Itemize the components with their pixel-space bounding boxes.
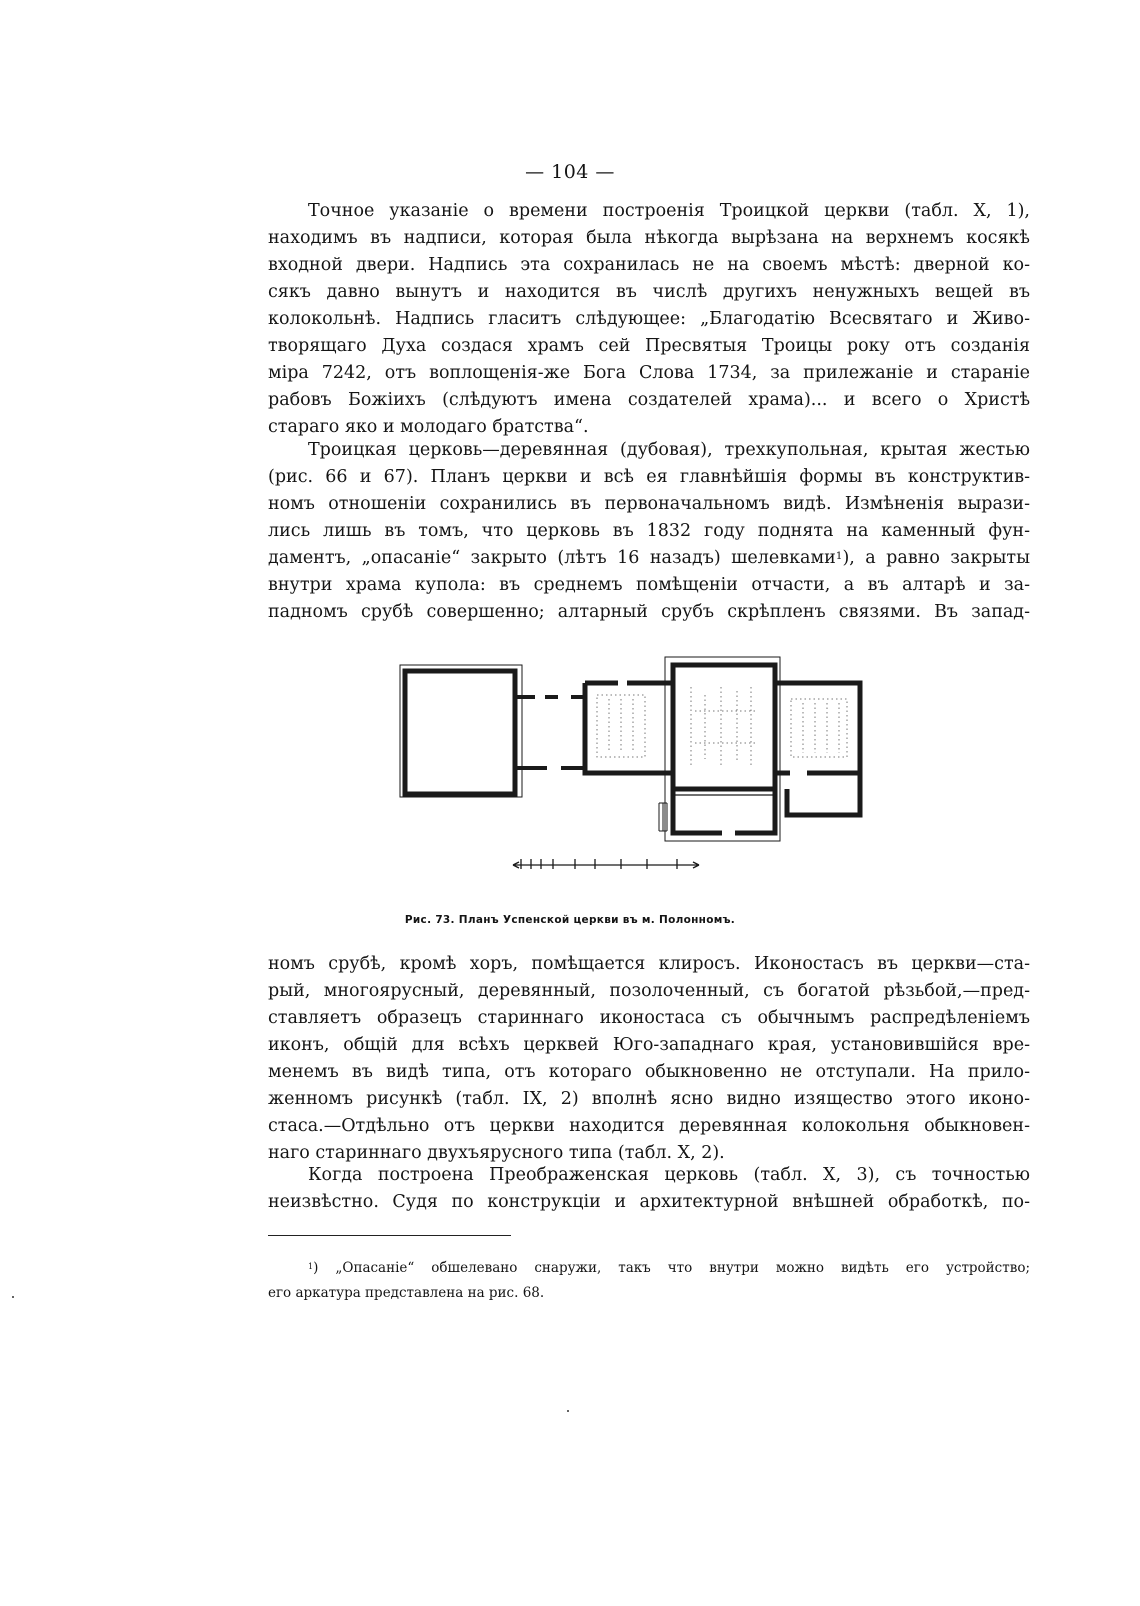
church-floor-plan-figure [395,655,890,905]
body-text-bottom [268,951,1030,1167]
text-line: творящаго Духа создася храмъ сей Пресвятыя Троицы року отъ созданія [268,336,1030,356]
text-line: (рис. 66 и 67). Планъ церкви и всѣ ея главнѣйшія формы въ конструктив- [268,467,1030,487]
body-text-middle [268,437,1030,626]
text-line: сякъ давно вынутъ и находится въ числѣ другихъ ненужныхъ вещей въ [268,282,1030,302]
footnote-text: ) „Опасаніе“ обшелевано снаружи, такъ что внутри можно видѣть его устройство; [313,1260,1030,1276]
scale-bar [513,859,699,869]
footnote-marker: 1 [308,1261,314,1271]
scan-speck [12,1296,14,1298]
footnote-line: его аркатура представлена на рис. 68. [268,1285,545,1301]
text-line: ставляетъ образецъ стариннаго иконостаса съ обычнымъ распредѣленіемъ [268,1008,1030,1028]
text-line: женномъ рисункѣ (табл. IX, 2) вполнѣ ясно видно изящество этого иконо- [268,1089,1030,1109]
text-line: колокольнѣ. Надпись гласитъ слѣдующее: „Благодатію Всесвятаго и Живо- [268,309,1030,329]
central-square [673,665,775,789]
text-line: стараго яко и молодаго братства“. [268,417,589,437]
footnote [268,1256,1030,1306]
text-line: рабовъ Божіихъ (слѣдуютъ имена создателей храма)... и всего о Христѣ [268,390,1030,410]
text-line: менемъ въ видѣ типа, отъ котораго обыкновенно не отступали. На прило- [268,1062,1030,1082]
text-line: неизвѣстно. Судя по конструкціи и архитектурной внѣшней обработкѣ, по- [268,1192,1030,1212]
footnote-separator [268,1235,511,1236]
text-line: Когда построена Преображенская церковь (табл. X, 3), съ точностью [308,1165,1030,1185]
text-line: находимъ въ надписи, которая была нѣкогда вырѣзана на верхнемъ косякѣ [268,228,1030,248]
text-fragment: ), а равно закрыты [842,548,1030,568]
text-line-with-footnote-ref [268,545,1030,572]
text-line: Троицкая церковь—деревянная (дубовая), трехкупольная, крытая жестью [308,440,1030,460]
text-fragment: даментъ, „опасаніе“ закрыто (лѣтъ 16 назадъ) шелевками [268,548,836,568]
west-block [405,671,515,794]
text-line: стаса.—Отдѣльно отъ церкви находится деревянная колокольня обыкновен- [268,1116,1030,1136]
body-text-top [268,198,1030,441]
figure-caption: Рис. 73. Планъ Успенской церкви въ м. Полонномъ. [404,914,736,926]
scan-speck [567,1410,569,1412]
text-line: Точное указаніе о времени построенія Троицкой церкви (табл. X, 1), [308,201,1030,221]
text-line: иконъ, общій для всѣхъ церквей Юго-западнаго края, установившійся вре- [268,1035,1030,1055]
text-line: лись лишь въ томъ, что церковь въ 1832 году поднята на каменный фун- [268,521,1030,541]
footnote-line [268,1256,1030,1281]
page-number: — 104 — [525,161,615,183]
text-line: рый, многоярусный, деревянный, позолоченный, съ богатой рѣзьбой,—пред- [268,981,1030,1001]
body-text-final [268,1162,1030,1216]
text-line: номъ срубѣ, кромѣ хоръ, помѣщается клиросъ. Иконостасъ въ церкви—ста- [268,954,1030,974]
text-line: номъ отношеніи сохранились въ первоначальномъ видѣ. Измѣненія вырази- [268,494,1030,514]
text-line: внутри храма купола: въ среднемъ помѣщеніи отчасти, а въ алтарѣ и за- [268,575,1030,595]
footnote-reference: 1 [835,550,843,562]
text-line: входной двери. Надпись эта сохранилась не на своемъ мѣстѣ: дверной ко- [268,255,1030,275]
text-line: падномъ срубѣ совершенно; алтарный срубъ скрѣпленъ связями. Въ запад- [268,602,1030,622]
text-line: міра 7242, отъ воплощенія-же Бога Слова 1734, за прилежаніе и стараніе [268,363,1030,383]
text-line: наго стариннаго двухъярусного типа (табл. X, 2). [268,1143,725,1163]
